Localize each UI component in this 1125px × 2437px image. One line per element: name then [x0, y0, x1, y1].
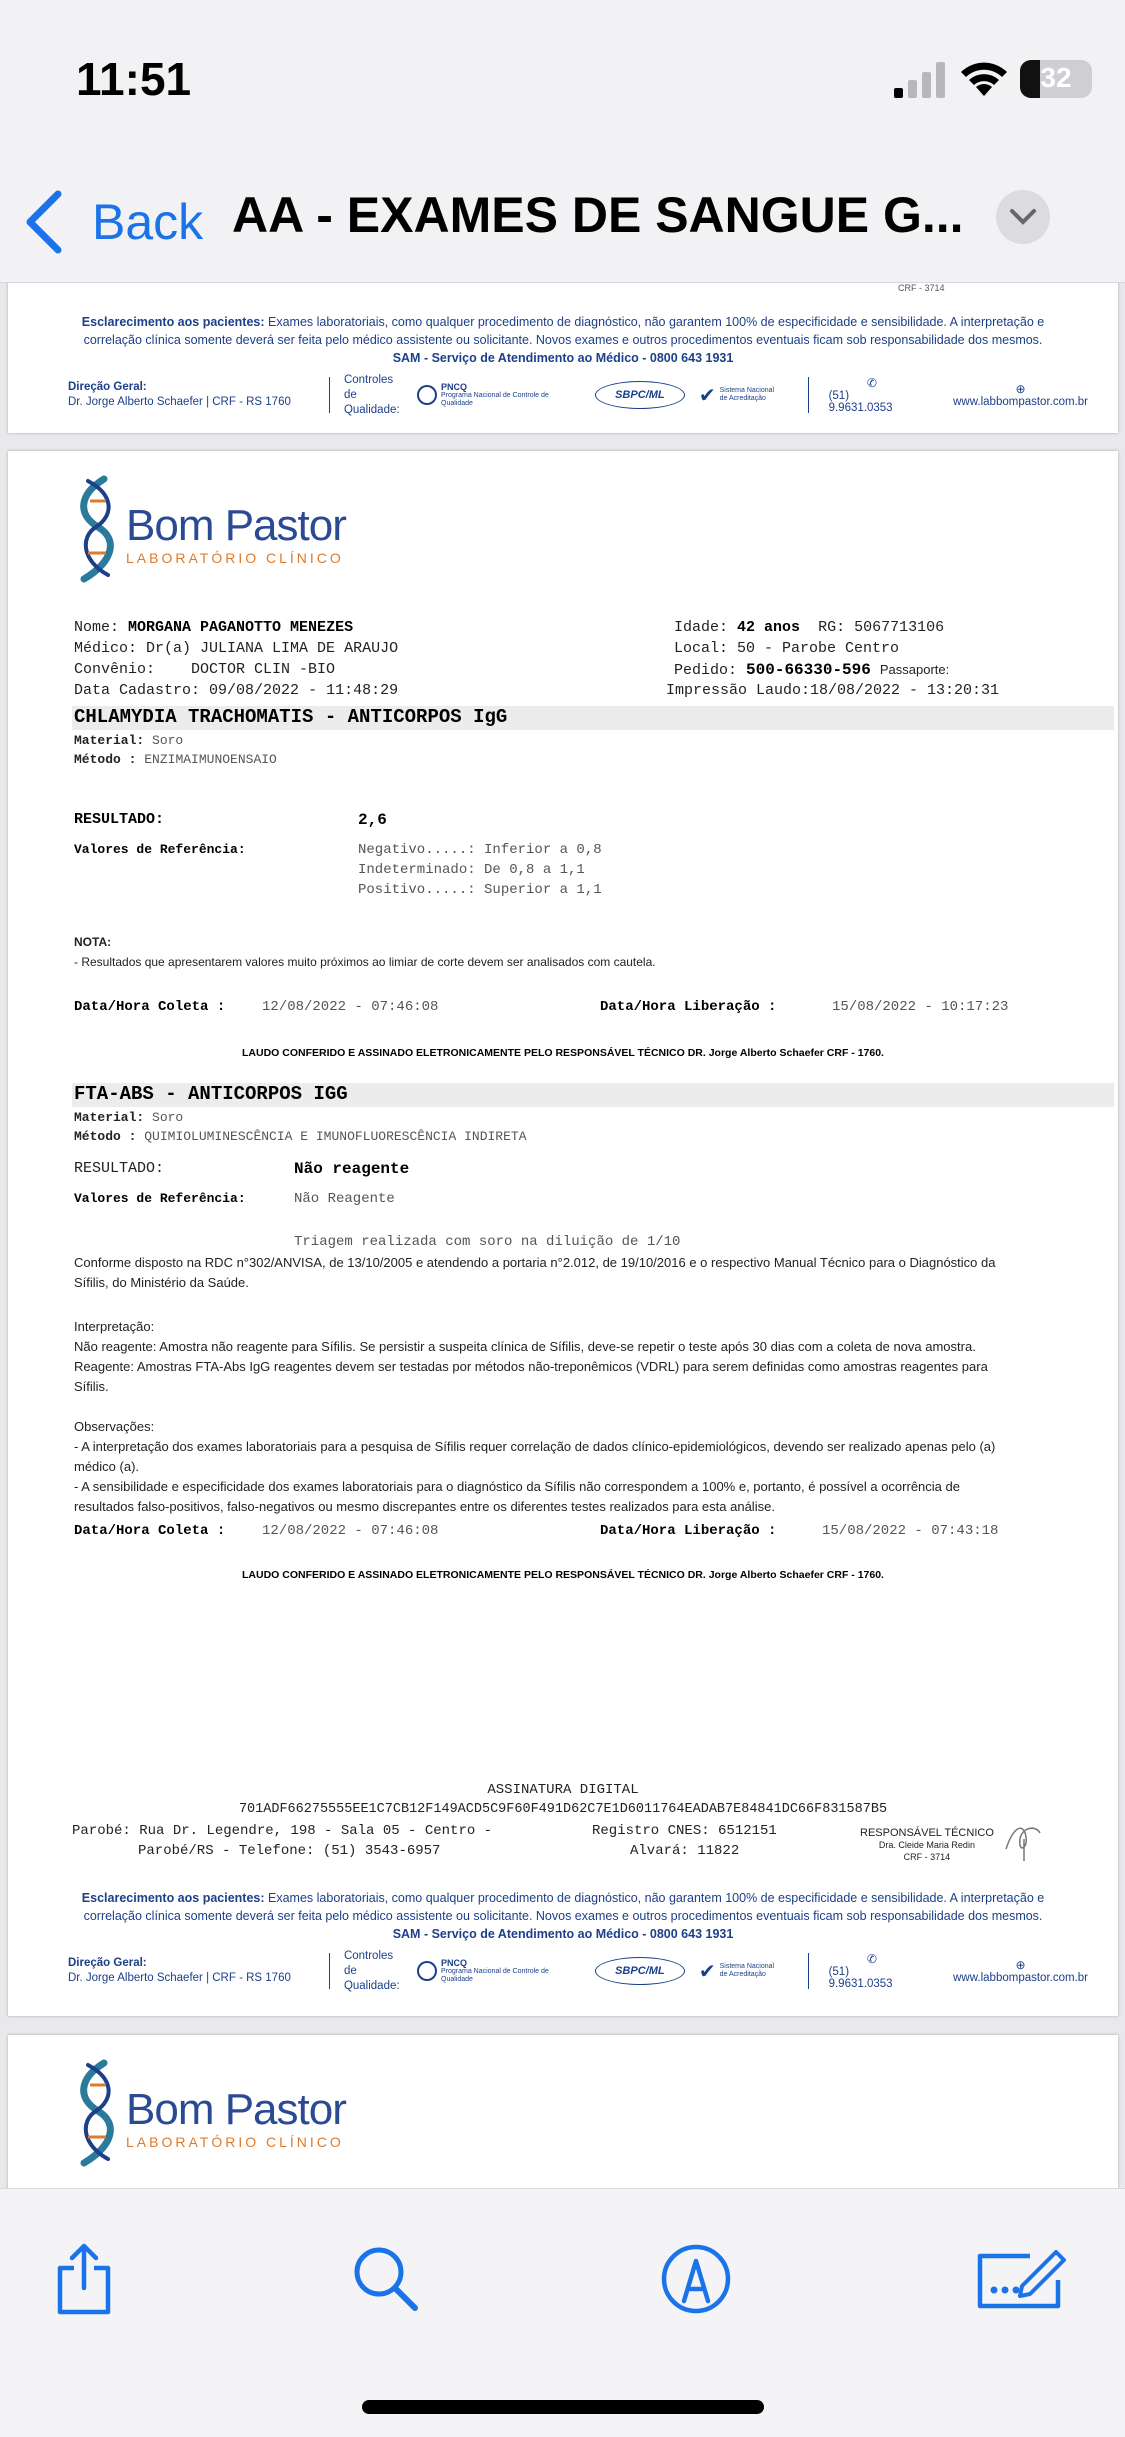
digital-signature-hash: 701ADF66275555EE1C7CB12F149ACD5C9F60F491D62C7E1D6011764EADAB7E84841DC66F831587B5: [238, 1802, 888, 1817]
status-bar: [0, 0, 1125, 160]
chevron-down-icon: [1009, 208, 1037, 226]
address-line-1: Parobé: Rua Dr. Legendre, 198 - Sala 05 - Centro -: [72, 1823, 493, 1839]
order-row: Pedido: 500-66330-596 Passaporte:: [674, 661, 950, 679]
markup-button[interactable]: [656, 2239, 736, 2319]
address-line-2: Parobé/RS - Telefone: (51) 3543-6957: [138, 1843, 441, 1859]
whatsapp-contact: ✆ (51) 9.9631.0353: [828, 1952, 893, 1990]
battery-icon: [1020, 60, 1092, 98]
footer-logos-row: Direção Geral: Dr. Jorge Alberto Schaefer | CRF - RS 1760 Controles de Qualidade: PNCQ Programa Nacional de Controle de Qualidade SBPC/ML ✔ Sistema Nacional de Acreditação ✆ (51) 9.9631.0353 ⊕ www.labbompastor.com.br: [68, 373, 1088, 416]
sbpc-logo: SBPC/ML: [595, 1957, 685, 1985]
exam1-release-date: 15/08/2022 - 10:17:23: [832, 999, 1009, 1015]
status-time: 11:51: [76, 53, 192, 105]
page-footer: [8, 313, 1118, 365]
exam2-result-label: RESULTADO:: [74, 1160, 165, 1177]
sbpc-logo: SBPC/ML: [595, 381, 685, 409]
brand-subtitle: LABORATÓRIO CLÍNICO: [126, 2134, 344, 2150]
doctor-row: Médico: Dr(a) JULIANA LIMA DE ARAUJO: [74, 640, 399, 657]
exam1-ref-label: Valores de Referência:: [74, 842, 246, 857]
back-label: Back: [92, 194, 204, 250]
exam1-note-label: NOTA:: [74, 935, 112, 949]
previous-page: [8, 283, 1118, 433]
footer-logos-row: Direção Geral: Dr. Jorge Alberto Schaefer | CRF - RS 1760 Controles de Qualidade: PNCQ Programa Nacional de Controle de Qualidade SBPC/ML ✔ Sistema Nacional de Acreditação ✆ (51) 9.9631.0353 ⊕ www.labbompastor.com.br: [68, 1949, 1088, 1992]
exam2-conforme: Conforme disposto na RDC n°302/ANVISA, de 13/10/2005 e atendendo a portaria n°2.012, de 19/10/2016 e o respectivo Manual Técnico para o Diagnóstico da Sífilis, do Ministério da Saúde.: [74, 1255, 996, 1290]
exam1-title: CHLAMYDIA TRACHOMATIS - ANTICORPOS IgG: [74, 706, 508, 728]
wifi-icon: [958, 58, 1010, 98]
whatsapp-contact: ✆ (51) 9.9631.0353: [828, 376, 893, 414]
page-footer: [8, 1889, 1118, 1941]
search-button[interactable]: [346, 2239, 426, 2319]
insurance-row: Convênio: DOCTOR CLIN -BIO: [74, 661, 336, 678]
whatsapp-icon: ✆: [866, 376, 877, 390]
exam1-note-text: - Resultados que apresentarem valores muito próximos ao limiar de corte devem ser analisados com cautela.: [74, 955, 656, 969]
dna-helix-icon: [74, 475, 122, 585]
battery-level: 32: [1040, 62, 1072, 93]
brand-name: Bom Pastor: [126, 501, 346, 550]
document-title: AA - EXAMES DE SANGUE G...: [232, 187, 964, 243]
alvara: Alvará: 11822: [630, 1843, 740, 1859]
exam2-interpretation: Interpretação: Não reagente: Amostra não reagente para Sífilis. Se persistir a suspeita clínica de Sífilis, deve-se repetir o teste após 30 dias com a coleta de nova amostra. Reagente: Amostras FTA-Abs IgG reagentes devem ser testadas por métodos não-treponêmicos (VDRL) para serem definidas como amostras reagentes para Sífilis.: [74, 1319, 988, 1394]
exam2-release-label: Data/Hora Liberação :: [600, 1523, 777, 1539]
share-icon: [52, 2242, 116, 2316]
exam2-method: Método : QUIMIOLUMINESCÊNCIA E IMUNOFLUORESCÊNCIA INDIRETA: [74, 1129, 527, 1144]
print-date-row: Impressão Laudo:18/08/2022 - 13:20:31: [666, 682, 1000, 699]
next-page: [8, 2035, 1118, 2188]
exam2-title: FTA-ABS - ANTICORPOS IGG: [74, 1083, 348, 1105]
exam2-observations: Observações: - A interpretação dos exames laboratoriais para a pesquisa de Sífilis requer correlação de dados clínico-epidemiológicos, devendo ser realizado apenas pelo (a) médico (a). - A sensibilidade e especificidade dos exames laboratoriais para o diagnóstico da Sífilis não correspondem a 100% e, portanto, é possível a ocorrência de resultados falso-positivos, falso-negativos ou mesmo discrepantes entre os diferentes testes realizados para esta análise.: [74, 1419, 996, 1514]
footer-sam: SAM - Serviço de Atendimento ao Médico - 0800 643 1931: [392, 351, 734, 365]
exam2-ref-value: Não Reagente: [294, 1191, 395, 1207]
fill-sign-button[interactable]: [972, 2239, 1068, 2319]
brand-logo: [74, 475, 346, 585]
exam2-screening: Triagem realizada com soro na diluição de 1/10: [294, 1234, 681, 1250]
exam1-collection-label: Data/Hora Coleta :: [74, 999, 226, 1015]
footer-disclaimer: Esclarecimento aos pacientes: Exames laboratoriais, como qualquer procedimento de diagnóstico, não garantem 100% de especificidade e sensibilidade. A interpretação e correlação clínica somente deverá ser feita pelo médico assistente ou solicitante. Novos exames e outros procedimentos eventuais ficam sob responsabilidade dos mesmos.: [81, 1891, 1045, 1923]
pdf-viewer[interactable]: [0, 283, 1125, 2188]
whatsapp-icon: ✆: [866, 1952, 877, 1966]
cellular-signal-icon: [892, 62, 948, 98]
age-rg-row: Idade: 42 anos RG: 5067713106: [674, 619, 945, 636]
website: ⊕ www.labbompastor.com.br: [953, 382, 1088, 408]
exam1-method: Método : ENZIMAIMUNOENSAIO: [74, 752, 277, 767]
navigation-bar: [0, 160, 1125, 283]
crf-fragment: CRF - 3714: [898, 283, 945, 293]
chevron-left-icon: [22, 190, 66, 254]
exam1-result-label: RESULTADO:: [74, 811, 165, 828]
footer-disclaimer: Esclarecimento aos pacientes: Exames laboratoriais, como qualquer procedimento de diagnóstico, não garantem 100% de especificidade e sensibilidade. A interpretação e correlação clínica somente deverá ser feita pelo médico assistente ou solicitante. Novos exames e outros procedimentos eventuais ficam sob responsabilidade dos mesmos.: [81, 315, 1045, 347]
globe-icon: ⊕: [1015, 1958, 1026, 1972]
sign-document-icon: [972, 2246, 1068, 2312]
exam2-result-value: Não reagente: [294, 1160, 410, 1178]
globe-icon: ⊕: [1015, 382, 1026, 396]
dica-logo: ✔ Sistema Nacional de Acreditação: [698, 384, 775, 407]
exam1-ref-negative: Negativo.....: Inferior a 0,8: [358, 842, 602, 858]
register-date-row: Data Cadastro: 09/08/2022 - 11:48:29: [74, 682, 399, 699]
home-indicator: [362, 2400, 764, 2414]
pncq-logo: PNCQ Programa Nacional de Controle de Qualidade: [417, 382, 581, 408]
exam2-material: Material: Soro: [74, 1110, 184, 1125]
exam1-collection-date: 12/08/2022 - 07:46:08: [262, 999, 439, 1015]
local-row: Local: 50 - Parobe Centro: [674, 640, 900, 657]
report-page: [8, 451, 1118, 2016]
brand-subtitle: LABORATÓRIO CLÍNICO: [126, 550, 344, 566]
exam1-ref-indeterminate: Indeterminado: De 0,8 a 1,1: [358, 862, 585, 878]
footer-sam: SAM - Serviço de Atendimento ao Médico - 0800 643 1931: [392, 1927, 734, 1941]
website: ⊕ www.labbompastor.com.br: [953, 1958, 1088, 1984]
exam2-collection-date: 12/08/2022 - 07:46:08: [262, 1523, 439, 1539]
pncq-logo: PNCQ Programa Nacional de Controle de Qualidade: [417, 1958, 581, 1984]
exam2-release-date: 15/08/2022 - 07:43:18: [822, 1523, 999, 1539]
exam1-release-label: Data/Hora Liberação :: [600, 999, 777, 1015]
exam1-ref-positive: Positivo.....: Superior a 1,1: [358, 882, 602, 898]
markup-pen-icon: [660, 2243, 732, 2315]
cnes-registry: Registro CNES: 6512151: [592, 1823, 777, 1839]
exam2-collection-label: Data/Hora Coleta :: [74, 1523, 226, 1539]
responsible-technician: RESPONSÁVEL TÉCNICO Dra. Cleide Maria Redin CRF - 3714: [860, 1827, 994, 1862]
exam1-material: Material: Soro: [74, 733, 184, 748]
exam1-result-value: 2,6: [358, 811, 387, 829]
exam2-ref-label: Valores de Referência:: [74, 1191, 246, 1206]
exam1-signature-note: LAUDO CONFERIDO E ASSINADO ELETRONICAMENTE PELO RESPONSÁVEL TÉCNICO DR. Jorge Alberto Schaefer CRF - 1760.: [242, 1047, 884, 1059]
patient-name-row: Nome: MORGANA PAGANOTTO MENEZES: [74, 619, 354, 636]
share-button[interactable]: [44, 2239, 124, 2319]
search-icon: [351, 2244, 421, 2314]
handwritten-signature: [1000, 1819, 1048, 1863]
exam2-signature-note: LAUDO CONFERIDO E ASSINADO ELETRONICAMENTE PELO RESPONSÁVEL TÉCNICO DR. Jorge Alberto Schaefer CRF - 1760.: [242, 1569, 884, 1581]
brand-logo: [74, 2059, 346, 2169]
dica-logo: ✔ Sistema Nacional de Acreditação: [698, 1960, 775, 1983]
dna-helix-icon: [74, 2059, 122, 2169]
title-menu-button[interactable]: [996, 190, 1050, 244]
back-button[interactable]: [22, 182, 203, 262]
digital-signature-title: ASSINATURA DIGITAL: [487, 1782, 639, 1798]
brand-name: Bom Pastor: [126, 2085, 346, 2134]
